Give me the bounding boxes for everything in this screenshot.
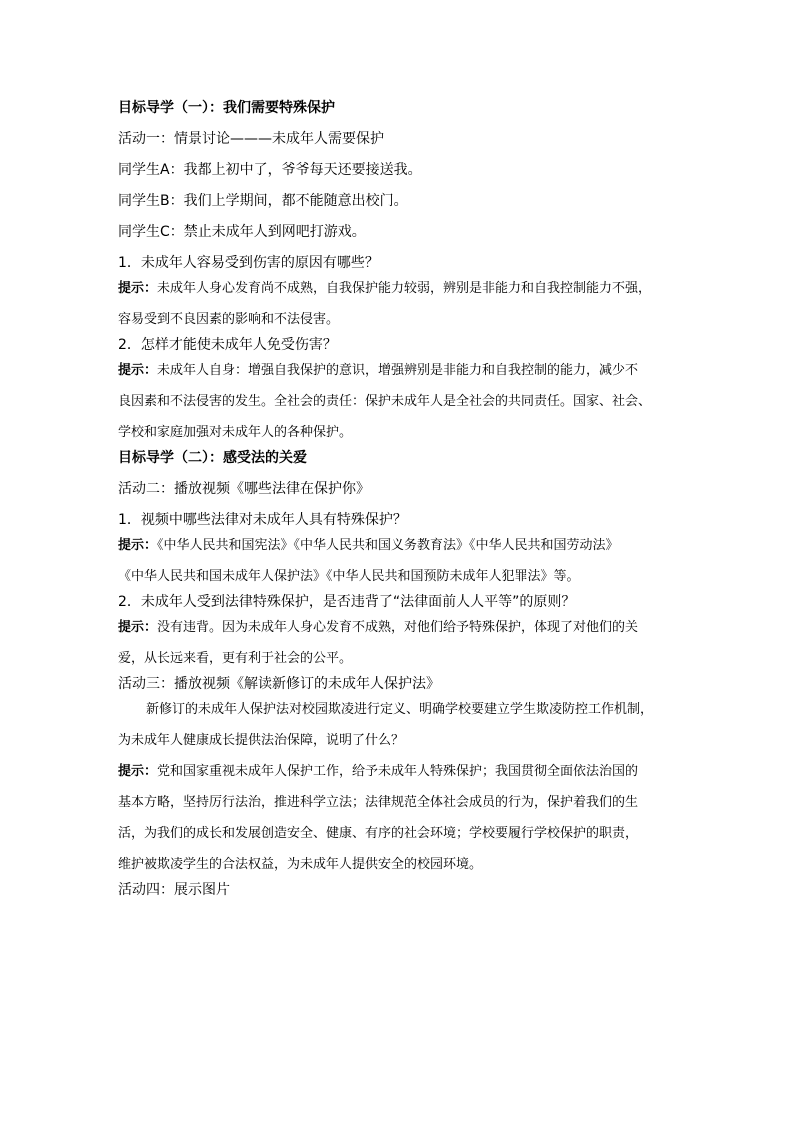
- answer-4-line-2: 爱，从长远来看，更有利于社会的公平。: [118, 651, 353, 666]
- section-title-2: 目标导学（二）：感受法的关爱: [118, 450, 307, 466]
- student-c-line: 同学生C：禁止未成年人到网吧打游戏。: [118, 224, 366, 240]
- activity-2-heading: 活动二：播放视频《哪些法律在保护你》: [118, 481, 370, 497]
- answer-2-line-1: 未成年人自身：增强自我保护的意识，增强辨别是非能力和自我控制的能力，减少不: [157, 363, 639, 378]
- hint-label: 提示：: [118, 538, 158, 553]
- answer-5-line-3: 活，为我们的成长和发展创造安全、健康、有序的社会环境；学校要履行学校保护的职责，: [118, 826, 639, 841]
- activity-3-paragraph-line-1: 新修订的未成年人保护法对校园欺凌进行定义、明确学校要建立学生欺凌防控工作机制，: [146, 702, 654, 717]
- answer-2-line-3: 学校和家庭加强对未成年人的各种保护。: [118, 425, 353, 440]
- activity-1-heading: 活动一：情景讨论———未成年人需要保护: [118, 131, 384, 147]
- activity-4-heading: 活动四：展示图片: [118, 882, 230, 898]
- answer-2: [118, 355, 686, 448]
- answer-5: [118, 756, 686, 880]
- hint-label: 提示：: [118, 281, 158, 296]
- question-3: 1．视频中哪些法律对未成年人具有特殊保护？: [118, 512, 407, 528]
- answer-4-line-1: 没有违背。因为未成年人身心发育不成熟，对他们给予特殊保护，体现了对他们的关: [157, 620, 639, 635]
- section-title-1: 目标导学（一）：我们需要特殊保护: [118, 100, 335, 116]
- hint-label: 提示：: [118, 363, 158, 378]
- answer-1: [118, 273, 686, 335]
- document-page: [118, 98, 686, 911]
- activity-3-heading: 活动三：播放视频《解读新修订的未成年人保护法》: [118, 676, 440, 692]
- answer-2-line-2: 良因素和不法侵害的发生。全社会的责任：保护未成年人是全社会的共同责任。国家、社会、: [118, 394, 652, 409]
- activity-3-paragraph: [118, 694, 686, 756]
- question-2: 2．怎样才能使未成年人免受伤害？: [118, 337, 337, 353]
- answer-5-line-2: 基本方略，坚持厉行法治，推进科学立法；法律规范全体社会成员的行为，保护着我们的生: [118, 795, 639, 810]
- answer-5-line-4: 维护被欺凌学生的合法权益，为未成年人提供安全的校园环境。: [118, 857, 483, 872]
- answer-3-line-1: 《中华人民共和国宪法》《中华人民共和国义务教育法》《中华人民共和国劳动法》: [157, 538, 619, 553]
- answer-3-line-2: 《中华人民共和国未成年人保护法》《中华人民共和国预防未成年人犯罪法》等。: [118, 569, 580, 584]
- question-4: 2．未成年人受到法律特殊保护，是否违背了“法律面前人人平等”的原则？: [118, 594, 576, 610]
- student-a-line: 同学生A：我都上初中了，爷爷每天还要接送我。: [118, 162, 422, 178]
- hint-label: 提示：: [118, 620, 158, 635]
- answer-4: [118, 612, 686, 674]
- answer-1-line-2: 容易受到不良因素的影响和不法侵害。: [118, 312, 340, 327]
- answer-1-line-1: 未成年人身心发育尚不成熟，自我保护能力较弱，辨别是非能力和自我控制能力不强，: [157, 281, 652, 296]
- student-b-line: 同学生B：我们上学期间，都不能随意出校门。: [118, 193, 408, 209]
- answer-5-line-1: 党和国家重视未成年人保护工作，给予未成年人特殊保护；我国贯彻全面依法治国的: [157, 764, 639, 779]
- answer-3: [118, 530, 686, 592]
- question-1: 1．未成年人容易受到伤害的原因有哪些？: [118, 255, 379, 271]
- activity-3-paragraph-line-2: 为未成年人健康成长提供法治保障，说明了什么？: [118, 733, 405, 748]
- hint-label: 提示：: [118, 764, 158, 779]
